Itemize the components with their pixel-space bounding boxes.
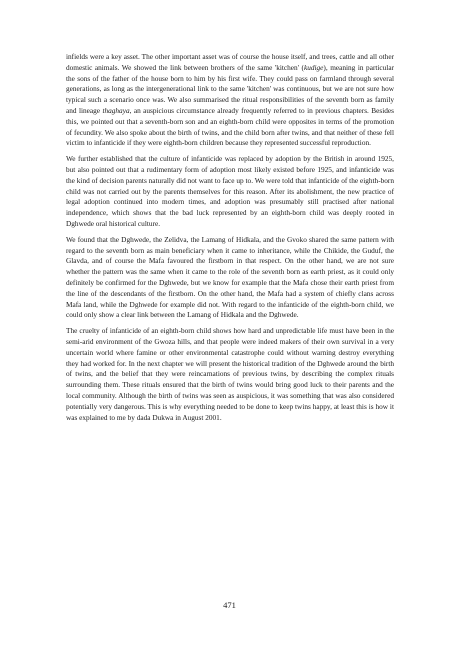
paragraph-3 <box>66 235 394 321</box>
italic-term: thaghaya <box>102 105 130 115</box>
paragraph-2-text: We further established that the culture of infanticide was replaced by adoption by the British in around 1925, but also pointed out that a rudimentary form of adoption most likely existed before 1925, and infanticide was the kind of decision parents naturally did not want to face up to. We were told that infanticide of the eighth-born child was not carried out by the parents themselves for this reason. After its abolishment, the new practice of legal adoption continued into modern times, and adoption was presumably still practised after national independence, which shows that the bad luck represented by an eighth-born child was deeply rooted in Dghwede oral historical culture. <box>66 154 394 228</box>
paragraph-1 <box>66 52 394 149</box>
paragraph-1-segment: infields were a key asset. The other important asset was of course the house itself, and trees, cattle and all other domestic animals. We showed the link between brothers of the same 'kitchen' ( <box>66 52 394 72</box>
paragraph-1-segment: ), meaning in particular the sons of the father of the house born to him by his first wife. They could pass on farmland through several generations, as long as the intergenerational link to the same 'kitchen' was continuous, but we are not sure how typical such a scenario once was. We also summarised the ritual responsibilities of the seventh born as family and lineage <box>66 62 395 115</box>
paragraph-4 <box>66 326 394 423</box>
paragraph-4-text: The cruelty of infanticide of an eighth-born child shows how hard and unpredictable life must have been in the semi-arid environment of the Gwoza hills, and that people were indeed makers of their own survival in a very uncertain world where famine or other environmental catastrophe could without warning destroy everything they had worked for. In the next chapter we will present the historical tradition of the Dghwede around the birth of twins, and the belief that they were reincarnations of previous twins, by describing the complex rituals surrounding them. These rituals ensured that the birth of twins would bring good luck to their parents and the local community. Although the birth of twins was seen as auspicious, it was something that was also considered potentially very dangerous. This is why everything needed to be done to keep twins happy, at least this is how it was explained to me by dada Dukwa in August 2001. <box>66 326 394 422</box>
body-text <box>66 52 394 428</box>
italic-term: kudige <box>303 62 324 72</box>
paragraph-1-segment: , an auspicious circumstance already frequently referred to in previous chapters. Besides this, we pointed out that a seventh-born son and an eighth-born child were opposites in terms of the promotion of fecundity. We also spoke about the birth of twins, and the child born after twins, and that neither of these fell victim to infanticide if they were eighth-born children because they represented successful reproduction. <box>66 105 394 148</box>
page-number: 471 <box>223 600 236 610</box>
paragraph-3-text: We found that the Dghwede, the Zelidva, the Lamang of Hidkala, and the Gvoko shared the same pattern with regard to the seventh born as main beneficiary when it came to inheritance, while the Chikide, the Guduf, the Glavda, and of course the Mafa favoured the firstborn in that respect. On the other hand, we are not sure whether the pattern was the same when it came to the role of the seventh born as earth priest, as it could only definitely be confirmed for the Dghwede, but we know for example that the Mafa chose their earth priest from the line of the descendants of the firstborn. On the other hand, the Mafa had a system of chiefly clans across Mafa land, while the Dghwede for example did not. With regard to the infanticide of the eighth-born child, we could only show a clear link between the Lamang of Hidkala and the Dghwede. <box>66 234 394 320</box>
paragraph-2 <box>66 154 394 230</box>
